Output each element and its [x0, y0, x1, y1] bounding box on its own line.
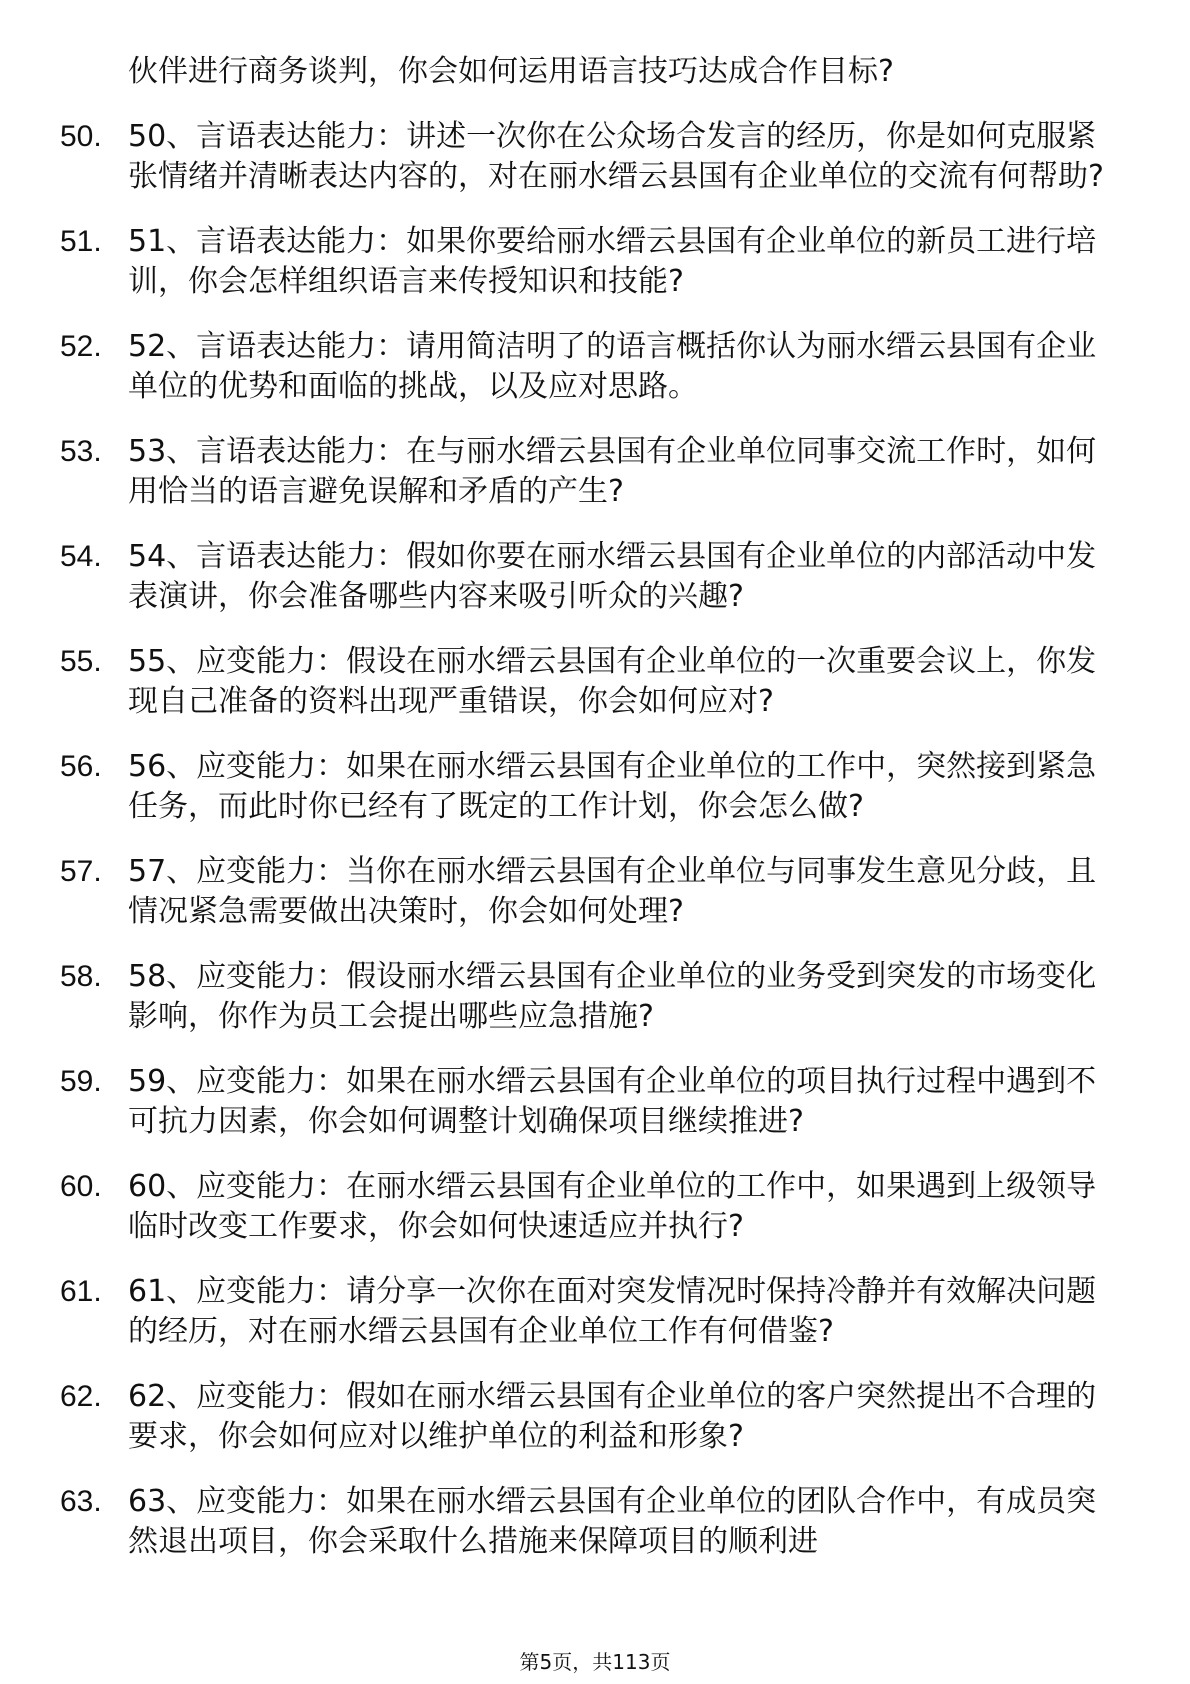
item-text: 61、应变能力：请分享一次你在面对突发情况时保持冷静并有效解决问题的经历，对在丽水缙云县国有企业单位工作有何借鉴? — [128, 1274, 1097, 1349]
item-text: 59、应变能力：如果在丽水缙云县国有企业单位的项目执行过程中遇到不可抗力因素，你会如何调整计划确保项目继续推进? — [128, 1064, 1097, 1139]
list-item — [60, 642, 1120, 722]
item-number: 51. — [60, 225, 102, 258]
item-text: 52、言语表达能力：请用简洁明了的语言概括你认为丽水缙云县国有企业单位的优势和面临的挑战，以及应对思路。 — [128, 329, 1097, 404]
item-text: 51、言语表达能力：如果你要给丽水缙云县国有企业单位的新员工进行培训，你会怎样组织语言来传授知识和技能? — [128, 224, 1097, 299]
item-number: 56. — [60, 750, 102, 783]
list-item — [60, 747, 1120, 827]
item-number: 52. — [60, 330, 102, 363]
list-item — [60, 1377, 1120, 1457]
list-item — [60, 222, 1120, 302]
item-text: 63、应变能力：如果在丽水缙云县国有企业单位的团队合作中，有成员突然退出项目，你会采取什么措施来保障项目的顺利进 — [128, 1484, 1097, 1559]
list-item — [60, 957, 1120, 1037]
list-item — [60, 117, 1120, 197]
item-number: 61. — [60, 1275, 102, 1308]
item-number: 60. — [60, 1170, 102, 1203]
continuation-text: 伙伴进行商务谈判，你会如何运用语言技巧达成合作目标? — [128, 54, 894, 89]
item-number: 55. — [60, 645, 102, 678]
list-item — [60, 537, 1120, 617]
page-footer: 第5页，共113页 — [519, 1650, 671, 1674]
item-number: 50. — [60, 120, 102, 153]
list-item — [60, 1167, 1120, 1247]
list-item — [60, 1272, 1120, 1352]
item-text: 62、应变能力：假如在丽水缙云县国有企业单位的客户突然提出不合理的要求，你会如何应对以维护单位的利益和形象? — [128, 1379, 1097, 1454]
list-item — [60, 327, 1120, 407]
item-number: 59. — [60, 1065, 102, 1098]
list-item — [60, 1482, 1120, 1562]
list-item — [60, 1062, 1120, 1142]
item-text: 50、言语表达能力：讲述一次你在公众场合发言的经历，你是如何克服紧张情绪并清晰表达内容的，对在丽水缙云县国有企业单位的交流有何帮助? — [128, 119, 1104, 194]
item-text: 58、应变能力：假设丽水缙云县国有企业单位的业务受到突发的市场变化影响，你作为员工会提出哪些应急措施? — [128, 959, 1097, 1034]
item-number: 62. — [60, 1380, 102, 1413]
item-number: 63. — [60, 1485, 102, 1518]
item-number: 58. — [60, 960, 102, 993]
item-text: 54、言语表达能力：假如你要在丽水缙云县国有企业单位的内部活动中发表演讲，你会准备哪些内容来吸引听众的兴趣? — [128, 539, 1097, 614]
list-item — [60, 852, 1120, 932]
question-list — [60, 52, 1120, 1587]
list-item — [60, 432, 1120, 512]
item-number: 53. — [60, 435, 102, 468]
item-text: 57、应变能力：当你在丽水缙云县国有企业单位与同事发生意见分歧，且情况紧急需要做出决策时，你会如何处理? — [128, 854, 1097, 929]
item-text: 56、应变能力：如果在丽水缙云县国有企业单位的工作中，突然接到紧急任务，而此时你已经有了既定的工作计划，你会怎么做? — [128, 749, 1097, 824]
item-text: 60、应变能力：在丽水缙云县国有企业单位的工作中，如果遇到上级领导临时改变工作要求，你会如何快速适应并执行? — [128, 1169, 1097, 1244]
item-number: 54. — [60, 540, 102, 573]
item-text: 55、应变能力：假设在丽水缙云县国有企业单位的一次重要会议上，你发现自己准备的资料出现严重错误，你会如何应对? — [128, 644, 1097, 719]
item-number: 57. — [60, 855, 102, 888]
item-text: 53、言语表达能力：在与丽水缙云县国有企业单位同事交流工作时，如何用恰当的语言避免误解和矛盾的产生? — [128, 434, 1097, 509]
